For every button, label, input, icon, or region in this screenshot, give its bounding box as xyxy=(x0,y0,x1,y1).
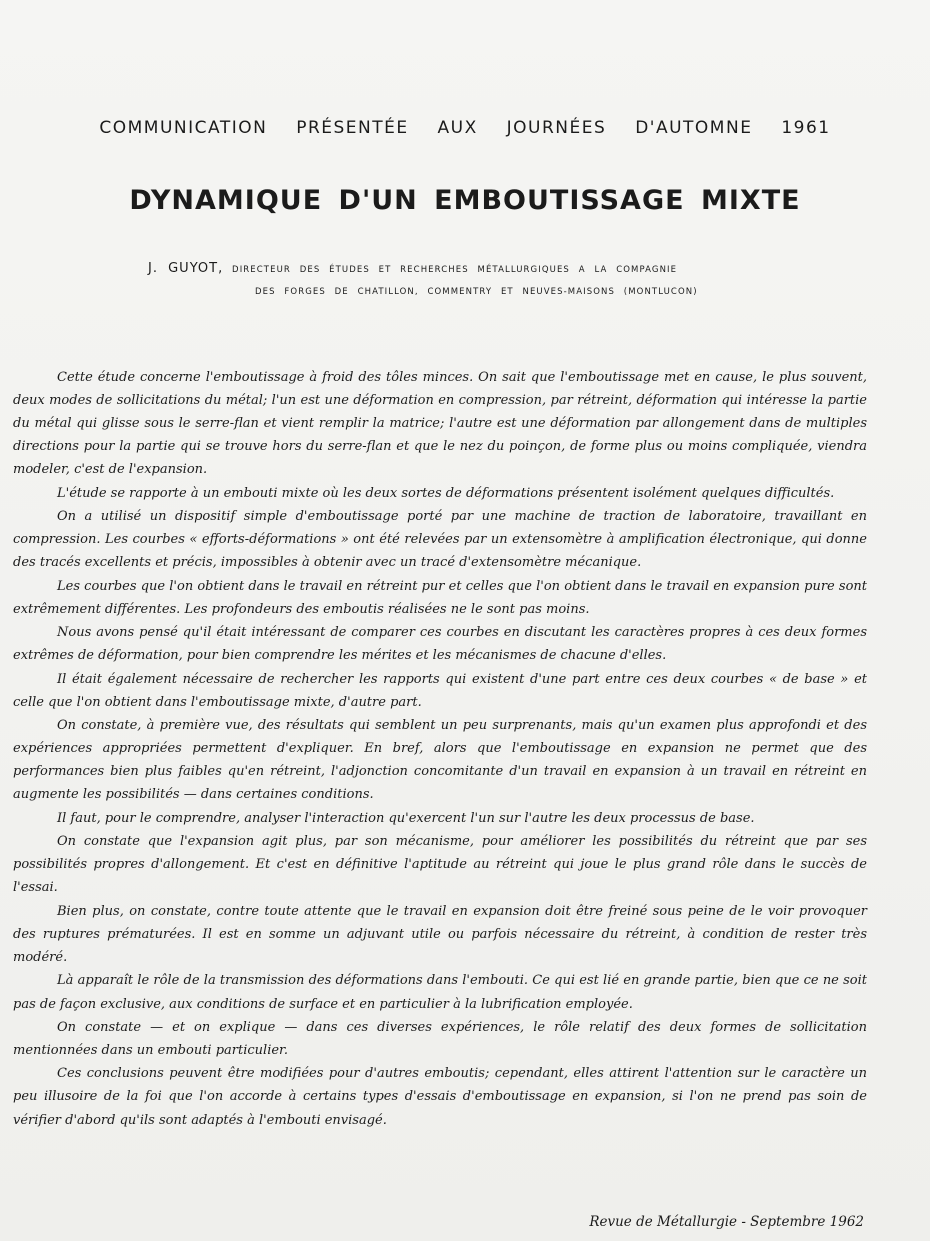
author-block xyxy=(148,258,698,303)
paragraph: L'étude se rapporte à un embouti mixte où les deux sortes de déformations présentent isolément quelques difficultés. xyxy=(57,485,835,501)
author-affiliation-line-2: DES FORGES DE CHATILLON, COMMENTRY ET NEUVES-MAISONS (MONTLUCON) xyxy=(255,287,698,297)
paragraph: Là apparaît le rôle de la transmission des déformations dans l'embouti. Ce qui est lié en grande partie, bien que ce ne soit pas de façon exclusive, aux conditions de surface et en particulier à la lubrification employée. xyxy=(13,973,867,1012)
journal-footer: Revue de Métallurgie - Septembre 1962 xyxy=(589,1214,864,1230)
article-title: DYNAMIQUE D'UN EMBOUTISSAGE MIXTE xyxy=(129,185,801,216)
paragraph: Nous avons pensé qu'il était intéressant de comparer ces courbes en discutant les caractères propres à ces deux formes extrêmes de déformation, pour bien comprendre les mérites et les mécanismes de chacune d'elles. xyxy=(13,625,867,664)
paragraph: Bien plus, on constate, contre toute attente que le travail en expansion doit être freiné sous peine de le voir provoquer des ruptures prématurées. Il est en somme un adjuvant utile ou parfois nécessaire du rétreint, à condition de rester très modéré. xyxy=(13,903,867,966)
paragraph: On constate — et on explique — dans ces diverses expériences, le rôle relatif des deux formes de sollicitation mentionnées dans un embouti particulier. xyxy=(13,1019,867,1058)
paragraph: Il était également nécessaire de rechercher les rapports qui existent d'une part entre ces deux courbes « de base » et celle que l'on obtient dans l'emboutissage mixte, d'autre part. xyxy=(13,671,867,710)
paragraph: On constate, à première vue, des résultats qui semblent un peu surprenants, mais qu'un examen plus approfondi et des expériences appropriées permettent d'expliquer. En bref, alors que l'emboutissage en expansion ne permet que des performances bien plus faibles qu'en rétreint, l'adjonction concomitante d'un travail en expansion à un travail en rétreint en augmente les possibilités — dans certaines conditions. xyxy=(13,718,867,803)
author-name: J. GUYOT, xyxy=(148,261,224,276)
paragraph: On a utilisé un dispositif simple d'emboutissage porté par une machine de traction de laboratoire, travaillant en compression. Les courbes « efforts-déformations » ont été relevées par un extensomètre à amplification électronique, qui donne des tracés excellents et précis, impossibles à obtenir avec un tracé d'extensomètre mécanique. xyxy=(13,509,867,571)
paragraph: Cette étude concerne l'emboutissage à froid des tôles minces. On sait que l'emboutissage met en cause, le plus souvent, deux modes de sollicitations du métal; l'un est une déformation en compression, par rétreint, déformation qui intéresse la partie du métal qui glisse sous le serre-flan et vient remplir la matrice; l'autre est une déformation par allongement dans de multiples directions pour la partie qui se trouve hors du serre-flan et que le nez du poinçon, de forme plus ou moins compliquée, viendra modeler, c'est de l'expansion. xyxy=(13,370,867,478)
paragraph: Ces conclusions peuvent être modifiées pour d'autres emboutis; cependant, elles attirent l'attention sur le caractère un peu illusoire de la foi que l'on accorde à certains types d'essais d'emboutissage en expansion, si l'on ne prend pas soin de vérifier d'abord qu'ils sont adaptés à l'embouti envisagé. xyxy=(13,1066,867,1128)
paragraph: Il faut, pour le comprendre, analyser l'interaction qu'exercent l'un sur l'autre les deux processus de base. xyxy=(57,810,755,826)
author-affiliation-line-1: DIRECTEUR DES ÉTUDES ET RECHERCHES MÉTALLURGIQUES A LA COMPAGNIE xyxy=(232,265,678,275)
paragraph: Les courbes que l'on obtient dans le travail en rétreint pur et celles que l'on obtient dans le travail en expansion pure sont extrêmement différentes. Les profondeurs des emboutis réalisées ne le sont pas moins. xyxy=(13,578,867,617)
communication-header: COMMUNICATION PRÉSENTÉE AUX JOURNÉES D'AUTOMNE 1961 xyxy=(99,118,831,138)
article-body xyxy=(13,366,867,1132)
paragraph: On constate que l'expansion agit plus, par son mécanisme, pour améliorer les possibilités du rétreint que par ses possibilités propres d'allongement. Et c'est en définitive l'aptitude au rétreint qui joue le plus grand rôle dans le succès de l'essai. xyxy=(13,834,867,896)
